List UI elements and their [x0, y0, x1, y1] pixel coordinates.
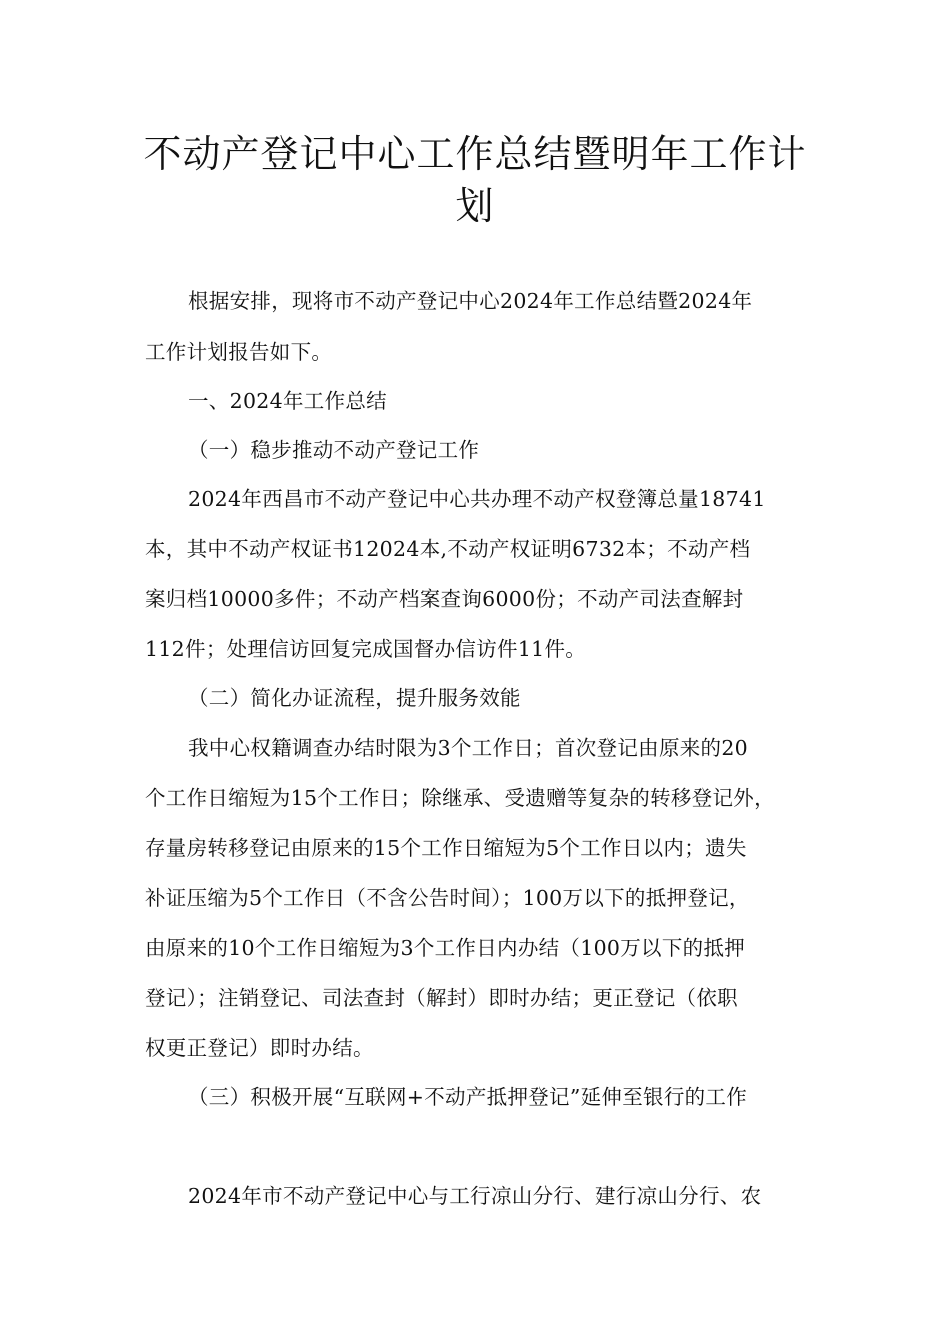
paragraph-1-line-4: 112件；处理信访回复完成国督办信访件11件。: [145, 637, 587, 661]
paragraph-1-line-3: 案归档10000多件；不动产档案查询6000份；不动产司法查解封: [145, 587, 744, 611]
subsection-heading-2: （二）简化办证流程，提升服务效能: [188, 686, 521, 710]
section-heading-1: 一、2024年工作总结: [188, 389, 387, 413]
paragraph-2-line-7: 权更正登记）即时办结。: [145, 1036, 374, 1060]
subsection-heading-3: （三）积极开展“互联网+不动产抵押登记”延伸至银行的工作: [188, 1085, 748, 1109]
intro-paragraph-line-2: 工作计划报告如下。: [145, 340, 333, 364]
paragraph-2-line-2: 个工作日缩短为15个工作日；除继承、受遗赠等复杂的转移登记外，: [145, 786, 775, 810]
document-title-line-2: 划: [455, 184, 495, 228]
paragraph-1-line-1: 2024年西昌市不动产登记中心共办理不动产权登簿总量18741: [188, 487, 766, 511]
paragraph-2-line-5: 由原来的10个工作日缩短为3个工作日内办结（100万以下的抵押: [145, 936, 746, 960]
intro-paragraph-line-1: 根据安排，现将市不动产登记中心2024年工作总结暨2024年: [188, 289, 753, 313]
paragraph-2-line-6: 登记）；注销登记、司法查封（解封）即时办结；更正登记（依职: [145, 986, 738, 1010]
document-title-line-1: 不动产登记中心工作总结暨明年工作计: [143, 132, 807, 176]
paragraph-2-line-1: 我中心权籍调查办结时限为3个工作日；首次登记由原来的20: [188, 736, 749, 760]
paragraph-3-line-1: 2024年市不动产登记中心与工行凉山分行、建行凉山分行、农: [188, 1184, 762, 1208]
paragraph-2-line-3: 存量房转移登记由原来的15个工作日缩短为5个工作日以内；遗失: [145, 836, 747, 860]
paragraph-2-line-4: 补证压缩为5个工作日（不含公告时间）；100万以下的抵押登记，: [145, 886, 750, 910]
subsection-heading-1: （一）稳步推动不动产登记工作: [188, 438, 480, 462]
paragraph-1-line-2: 本，其中不动产权证书12024本,不动产权证明6732本；不动产档: [145, 537, 751, 561]
